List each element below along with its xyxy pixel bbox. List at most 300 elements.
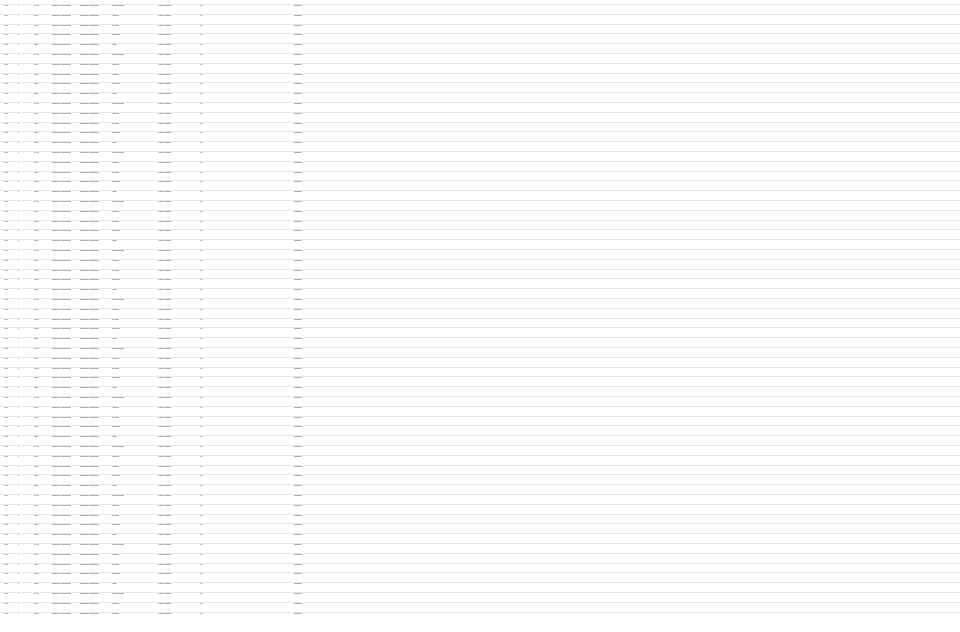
table-cell: 23/ (200, 602, 204, 605)
table-cell: 23/ (200, 553, 204, 556)
table-cell: Pest (4, 338, 9, 341)
table-cell: 2040 Budaörs (158, 485, 172, 488)
table-cell: Lottózó (112, 455, 120, 458)
table-cell: 23/ (200, 485, 204, 488)
table-cell: 9794 (34, 54, 39, 56)
table-cell: Működő vállalkozás (52, 475, 72, 478)
table-cell: Budaörs (294, 446, 303, 448)
table-cell: Budaörs (294, 210, 303, 213)
table-cell: 9845 (34, 83, 39, 86)
table-cell: 2040 Budaörs (158, 446, 172, 448)
table-cell: Működő vállalkozás (52, 289, 72, 292)
table-cell: 2040 Budaörs (158, 387, 172, 390)
table-cell: Pest (4, 612, 9, 615)
table-cell: Étterem (112, 328, 120, 331)
table-cell: 23/ (200, 250, 204, 252)
table-cell: 9811 (34, 210, 39, 213)
table-cell: Étterem (112, 573, 120, 576)
table-cell: 3 (18, 612, 20, 615)
table-cell: 23/ (200, 201, 204, 203)
table-cell: 2 (18, 161, 20, 164)
table-cell: 9811 (34, 63, 39, 66)
table-cell: Üzlet (112, 583, 117, 586)
table-cell: 23/ (200, 514, 204, 517)
table-cell: 9811 (34, 357, 39, 360)
table-cell: Működő vállalkozás (52, 583, 72, 586)
table-cell: Pest (4, 544, 9, 546)
table-cell: Működő vállalkozás (52, 455, 72, 458)
table-cell: 23/ (200, 103, 204, 105)
table-cell: Pest (4, 142, 9, 145)
table-cell: Pest (4, 191, 9, 194)
table-cell: Működő vállalkozás (52, 250, 72, 252)
table-cell: 3 (18, 514, 20, 517)
table-cell: Budaörs (294, 181, 303, 184)
table-cell: 2040 Budaörs (158, 103, 172, 105)
table-cell: 2040 Budaörs (158, 122, 172, 125)
table-cell: Pest (4, 406, 9, 409)
table-cell: Kávézó (112, 269, 120, 272)
table-cell: Budaörs (294, 328, 303, 331)
table-cell: 5 (18, 387, 20, 390)
table-cell: Pest (4, 279, 9, 282)
table-cell: 2 (18, 357, 20, 360)
table-cell: 2040 Budaörs (158, 142, 172, 145)
table-cell: 9845 (34, 181, 39, 184)
table-cell: Budaörs (294, 24, 303, 27)
table-cell: Kávézó (112, 24, 120, 27)
table-cell: Budaörs (294, 73, 303, 76)
table-cell: Működő vállalkozás (52, 524, 72, 527)
table-cell: Működő vállalkozás (52, 230, 72, 233)
table-cell: Működő vállalkozás (52, 152, 72, 154)
table-cell: 23/ (200, 397, 204, 399)
table-cell: 4 (18, 181, 20, 184)
table-cell: 2040 Budaörs (158, 34, 172, 37)
table-cell: Működő vállalkozás (52, 73, 72, 76)
table-cell: 23/ (200, 54, 204, 56)
table-cell: Pest (4, 426, 9, 429)
table-cell: Működő vállalkozás (80, 504, 100, 507)
table-cell: Működő vállalkozás (80, 495, 100, 497)
table-cell: Működő vállalkozás (52, 132, 72, 135)
table-cell: 2040 Budaörs (158, 44, 172, 47)
table-cell: 2040 Budaörs (158, 465, 172, 468)
table-cell: 23/ (200, 14, 204, 17)
table-cell: Pest (4, 44, 9, 47)
table-cell: 23/ (200, 465, 204, 468)
table-cell: Lottózó (112, 406, 120, 409)
table-cell: 5 (18, 289, 20, 292)
table-cell: Működő vállalkozás (52, 103, 72, 105)
table-cell: Pest (4, 553, 9, 556)
table-cell: 23/ (200, 112, 204, 115)
table-cell: 2040 Budaörs (158, 210, 172, 213)
table-cell: 2 (18, 406, 20, 409)
table-cell: Pest (4, 112, 9, 115)
table-cell: 2040 Budaörs (158, 14, 172, 17)
table-cell: 23/ (200, 152, 204, 154)
table-cell: 4 (18, 377, 20, 380)
table-cell: 9862 (34, 583, 39, 586)
table-cell: Kávézó (112, 220, 120, 223)
table-cell: 23/ (200, 93, 204, 96)
table-cell: 9794 (34, 152, 39, 154)
table-cell: 23/ (200, 328, 204, 331)
table-cell: 23/ (200, 83, 204, 86)
table-cell: Pest (4, 181, 9, 184)
table-cell: Pest (4, 563, 9, 566)
table-cell: Kisvendéglő (112, 54, 124, 56)
table-cell: Pest (4, 220, 9, 223)
table-cell: Működő vállalkozás (52, 357, 72, 360)
table-cell: 23/ (200, 563, 204, 566)
table-cell: Étterem (112, 132, 120, 135)
table-cell: 2040 Budaörs (158, 573, 172, 576)
table-cell: 5 (18, 583, 20, 586)
table-cell: 23/ (200, 348, 204, 350)
table-cell: 1 (18, 348, 20, 350)
table-cell: 2040 Budaörs (158, 299, 172, 301)
table-cell: Budaörs (294, 553, 303, 556)
table-cell: 2040 Budaörs (158, 279, 172, 282)
table-cell: Üzlet (112, 142, 117, 145)
table-cell: 9845 (34, 132, 39, 135)
table-cell: Üzlet (112, 387, 117, 390)
table-cell: Lottózó (112, 14, 120, 17)
table-cell: Budaörs (294, 357, 303, 360)
table-cell: Működő vállalkozás (52, 446, 72, 448)
table-cell: Pest (4, 475, 9, 478)
table-cell: 23/ (200, 171, 204, 174)
table-cell: Működő vállalkozás (52, 54, 72, 56)
table-cell: 1 (18, 250, 20, 252)
table-cell: 9794 (34, 201, 39, 203)
table-cell: Működő vállalkozás (80, 583, 100, 586)
table-cell: Működő vállalkozás (52, 553, 72, 556)
table-cell: Budaörs (294, 475, 303, 478)
table-cell: Működő vállalkozás (80, 279, 100, 282)
table-cell: Kisvendéglő (112, 250, 124, 252)
table-cell: Kisvendéglő (112, 152, 124, 154)
table-cell: Működő vállalkozás (52, 406, 72, 409)
table-cell: Üzlet (112, 534, 117, 537)
table-cell: Pest (4, 122, 9, 125)
table-cell: 2040 Budaörs (158, 495, 172, 497)
table-cell: 23/ (200, 455, 204, 458)
table-cell: Pest (4, 583, 9, 586)
table-cell: Működő vállalkozás (80, 171, 100, 174)
table-cell: Pest (4, 240, 9, 243)
table-cell: Pest (4, 250, 9, 252)
table-cell: Működő vállalkozás (52, 328, 72, 331)
table-cell: 23/ (200, 446, 204, 448)
table-cell: 4 (18, 524, 20, 527)
table-cell: 3 (18, 318, 20, 321)
table-cell: 9828 (34, 514, 39, 517)
table-cell: 2040 Budaörs (158, 112, 172, 115)
table-cell: Pest (4, 289, 9, 292)
table-cell: Kávézó (112, 465, 120, 468)
table-cell: Étterem (112, 34, 120, 37)
table-cell: Lottózó (112, 63, 120, 66)
table-cell: Működő vállalkozás (52, 504, 72, 507)
table-cell: Működő vállalkozás (52, 514, 72, 517)
table-cell: 9811 (34, 259, 39, 262)
table-cell: Kávézó (112, 122, 120, 125)
table-cell: 23/ (200, 475, 204, 478)
table-cell: Működő vállalkozás (80, 397, 100, 399)
table-cell: 9862 (34, 289, 39, 292)
table-cell: Üzlet (112, 44, 117, 47)
table-cell: Működő vállalkozás (52, 308, 72, 311)
table-cell: Budaörs (294, 191, 303, 194)
table-cell: Pest (4, 269, 9, 272)
table-cell: Üzlet (112, 240, 117, 243)
table-cell: Működő vállalkozás (80, 161, 100, 164)
table-cell: 1 (18, 54, 20, 56)
table-cell: 4 (18, 573, 20, 576)
table-cell: Működő vállalkozás (52, 34, 72, 37)
table-cell: Pest (4, 387, 9, 390)
table-cell: Működő vállalkozás (80, 485, 100, 488)
table-cell: 2040 Budaörs (158, 328, 172, 331)
table-cell: 3 (18, 122, 20, 125)
table-cell: Működő vállalkozás (80, 387, 100, 390)
table-cell: Működő vállalkozás (80, 34, 100, 37)
table-cell: 3 (18, 171, 20, 174)
table-cell: Működő vállalkozás (80, 544, 100, 546)
table-cell: 2040 Budaörs (158, 514, 172, 517)
table-cell: 2040 Budaörs (158, 220, 172, 223)
table-cell: Működő vállalkozás (52, 83, 72, 86)
table-cell: Lottózó (112, 161, 120, 164)
table-cell: 9828 (34, 367, 39, 370)
table-cell: 2040 Budaörs (158, 524, 172, 527)
table-cell: 3 (18, 220, 20, 223)
table-cell: Működő vállalkozás (80, 250, 100, 252)
table-cell: Működő vállalkozás (80, 593, 100, 595)
table-cell: Kávézó (112, 367, 120, 370)
table-cell: Budaörs (294, 524, 303, 527)
table-cell: 2040 Budaörs (158, 436, 172, 439)
table-cell: 4 (18, 475, 20, 478)
table-cell: 23/ (200, 181, 204, 184)
table-cell: 23/ (200, 259, 204, 262)
table-cell: Budaörs (294, 132, 303, 135)
table-cell: Pest (4, 602, 9, 605)
table-cell: Kisvendéglő (112, 201, 124, 203)
table-cell: 23/ (200, 5, 204, 7)
table-cell: 4 (18, 328, 20, 331)
table-cell: 9828 (34, 171, 39, 174)
table-cell: 4 (18, 426, 20, 429)
table-cell: Pest (4, 485, 9, 488)
table-cell: Működő vállalkozás (80, 406, 100, 409)
table-cell: Budaörs (294, 426, 303, 429)
table-cell: 2040 Budaörs (158, 289, 172, 292)
table-cell: Budaörs (294, 377, 303, 380)
table-cell: Működő vállalkozás (80, 152, 100, 154)
table-cell: 9845 (34, 328, 39, 331)
table-cell: Működő vállalkozás (80, 534, 100, 537)
table-cell: Pest (4, 171, 9, 174)
table-cell: Budaörs (294, 161, 303, 164)
table-cell: Budaörs (294, 83, 303, 86)
table-cell: 9862 (34, 142, 39, 145)
table-cell: Budaörs (294, 259, 303, 262)
table-cell: Lottózó (112, 602, 120, 605)
table-cell: 23/ (200, 544, 204, 546)
table-cell: Üzlet (112, 436, 117, 439)
table-cell: 2040 Budaörs (158, 171, 172, 174)
table-cell: 3 (18, 367, 20, 370)
table-cell: Budaörs (294, 573, 303, 576)
table-cell: Étterem (112, 83, 120, 86)
table-cell: 9811 (34, 161, 39, 164)
table-cell: Pest (4, 534, 9, 537)
table-cell: 23/ (200, 142, 204, 145)
table-cell: 2 (18, 259, 20, 262)
table-cell: 9862 (34, 534, 39, 537)
table-cell: 2040 Budaörs (158, 377, 172, 380)
table-cell: Működő vállalkozás (80, 122, 100, 125)
table-cell: 2040 Budaörs (158, 73, 172, 76)
table-cell: 2040 Budaörs (158, 54, 172, 56)
table-cell: Pest (4, 34, 9, 37)
table-cell: 23/ (200, 63, 204, 66)
table-cell: 2 (18, 308, 20, 311)
table-cell: Pest (4, 328, 9, 331)
table-cell: 2040 Budaörs (158, 318, 172, 321)
table-cell: Működő vállalkozás (80, 63, 100, 66)
table-cell: 23/ (200, 73, 204, 76)
table-cell: 23/ (200, 34, 204, 37)
table-cell: Budaörs (294, 534, 303, 537)
table-cell: 1 (18, 201, 20, 203)
table-cell: Kávézó (112, 514, 120, 517)
table-cell: Budaörs (294, 504, 303, 507)
table-cell: Kávézó (112, 416, 120, 419)
table-cell: 9794 (34, 593, 39, 595)
table-cell: 9794 (34, 5, 39, 7)
table-cell: Működő vállalkozás (52, 279, 72, 282)
table-cell: Működő vállalkozás (80, 455, 100, 458)
table-cell: 2040 Budaörs (158, 357, 172, 360)
table-cell: 9811 (34, 14, 39, 17)
table-cell: 23/ (200, 308, 204, 311)
table-cell: Budaörs (294, 279, 303, 282)
table-cell: 2040 Budaörs (158, 534, 172, 537)
table-cell: Budaörs (294, 44, 303, 47)
table-cell: 2040 Budaörs (158, 24, 172, 27)
table-cell: 3 (18, 416, 20, 419)
table-cell: Működő vállalkozás (52, 534, 72, 537)
table-cell: Kávézó (112, 171, 120, 174)
table-cell: 9828 (34, 122, 39, 125)
table-cell: 2 (18, 455, 20, 458)
table-cell: 9828 (34, 563, 39, 566)
table-cell: Működő vállalkozás (52, 465, 72, 468)
table-cell: 9794 (34, 495, 39, 497)
table-cell: Működő vállalkozás (80, 416, 100, 419)
table-cell: 23/ (200, 524, 204, 527)
table-cell: Budaörs (294, 103, 303, 105)
table-cell: Pest (4, 308, 9, 311)
table-cell: Étterem (112, 181, 120, 184)
table-cell: Működő vállalkozás (52, 5, 72, 7)
table-cell: 2 (18, 63, 20, 66)
table-cell: Lottózó (112, 259, 120, 262)
table-cell: 23/ (200, 289, 204, 292)
table-cell: Működő vállalkozás (52, 161, 72, 164)
table-cell: Működő vállalkozás (52, 210, 72, 213)
table-cell: Budaörs (294, 465, 303, 468)
table-cell: Pest (4, 5, 9, 7)
table-cell: 2040 Budaörs (158, 63, 172, 66)
table-cell: Budaörs (294, 436, 303, 439)
table-cell: 9845 (34, 426, 39, 429)
table-cell: Működő vállalkozás (52, 14, 72, 17)
table-cell: 9811 (34, 112, 39, 115)
table-cell: Pest (4, 514, 9, 517)
table-cell: Budaörs (294, 5, 303, 7)
table-cell: 2040 Budaörs (158, 455, 172, 458)
table-cell: Kávézó (112, 563, 120, 566)
table-row (0, 612, 960, 623)
table-cell: Működő vállalkozás (52, 171, 72, 174)
table-cell: 5 (18, 44, 20, 47)
table-cell: 2040 Budaörs (158, 83, 172, 86)
table-cell: Budaörs (294, 230, 303, 233)
table-cell: 23/ (200, 338, 204, 341)
table-cell: 2 (18, 504, 20, 507)
table-cell: Pest (4, 299, 9, 301)
table-cell: Kávézó (112, 612, 120, 615)
table-cell: Működő vállalkozás (52, 142, 72, 145)
table-cell: Pest (4, 495, 9, 497)
table-cell: Működő vállalkozás (80, 524, 100, 527)
table-cell: Működő vállalkozás (52, 63, 72, 66)
table-cell: 2040 Budaörs (158, 269, 172, 272)
table-cell: 1 (18, 103, 20, 105)
table-cell: 9862 (34, 387, 39, 390)
table-cell: 9862 (34, 191, 39, 194)
table-cell: 2040 Budaörs (158, 93, 172, 96)
table-cell: Budaörs (294, 308, 303, 311)
table-cell: Pest (4, 83, 9, 86)
table-cell: Budaörs (294, 54, 303, 56)
table-cell: 5 (18, 436, 20, 439)
table-cell: 1 (18, 495, 20, 497)
table-cell: Működő vállalkozás (52, 259, 72, 262)
table-cell: Pest (4, 24, 9, 27)
table-cell: Működő vállalkozás (80, 73, 100, 76)
table-cell: Budaörs (294, 112, 303, 115)
table-cell: Pest (4, 318, 9, 321)
table-cell: Budaörs (294, 122, 303, 125)
table-cell: Működő vállalkozás (52, 201, 72, 203)
table-cell: Budaörs (294, 455, 303, 458)
table-cell: Működő vállalkozás (52, 122, 72, 125)
table-cell: Pest (4, 455, 9, 458)
table-cell: Pest (4, 446, 9, 448)
table-cell: Működő vállalkozás (52, 348, 72, 350)
table-cell: 2040 Budaörs (158, 544, 172, 546)
table-cell: Üzlet (112, 93, 117, 96)
table-cell: Pest (4, 465, 9, 468)
table-cell: Pest (4, 14, 9, 17)
